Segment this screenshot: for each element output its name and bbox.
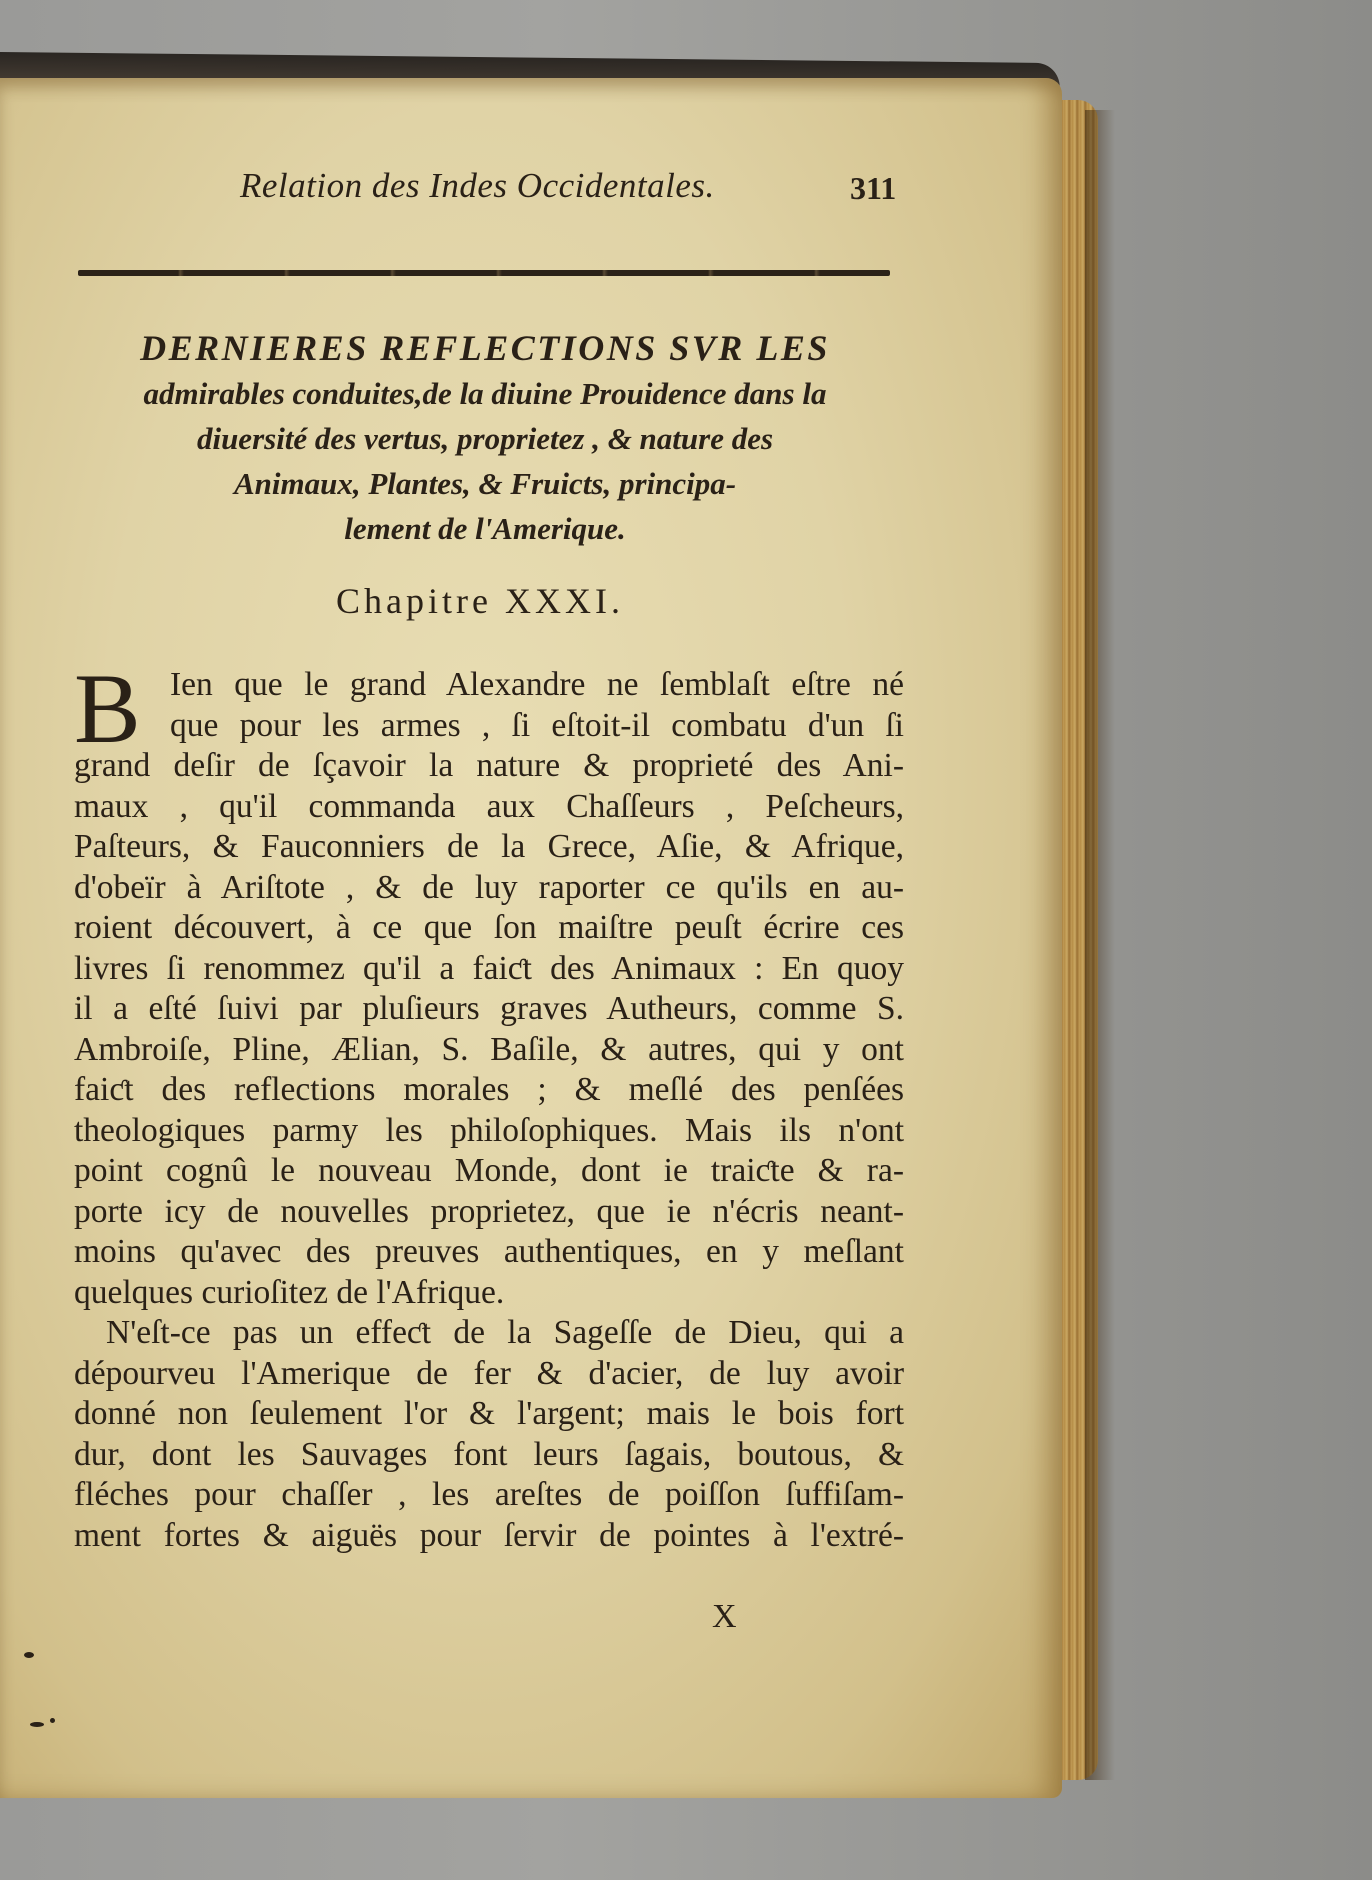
text-line: il a eſté ſuivi par pluſieurs graves Autheurs, comme S.: [74, 990, 904, 1027]
running-title: Relation des Indes Occidentales.: [240, 166, 715, 205]
heading-line-1: DERNIERES REFLECTIONS SVR LES: [140, 328, 830, 368]
chapter-title: Chapitre XXXI.: [336, 581, 624, 621]
text-line: faiƈt des reflections morales ; & meſlé des penſées: [74, 1071, 904, 1108]
heading-line-5: lement de l'Amerique.: [344, 511, 626, 546]
text-line: maux , qu'il commanda aux Chaſſeurs , Peſcheurs,: [74, 787, 904, 825]
text-line: moins qu'avec des preuves authentiques, en y meſlant: [74, 1233, 904, 1270]
text-line: point cognû le nouveau Monde, dont ie traiƈte & ra-: [74, 1152, 904, 1189]
fore-edge-shadow: [1085, 110, 1115, 1780]
header-rule: [78, 270, 890, 276]
text-line: ment fortes & aiguës pour ſervir de pointes à l'extré-: [74, 1516, 904, 1554]
text-line: porte icy de nouvelles proprietez, que ie n'écris neant-: [74, 1192, 904, 1230]
ink-speck: [50, 1718, 55, 1723]
text-line: Ien que le grand Alexandre ne ſemblaſt eſtre né: [170, 666, 904, 703]
text-line: roient découvert, à ce que ſon maiſtre peuſt écrire ces: [74, 909, 904, 946]
ink-speck: [24, 1652, 34, 1658]
text-line: donné non ſeulement l'or & l'argent; mais le bois fort: [74, 1395, 904, 1432]
heading-line-4: Animaux, Plantes, & Fruicts, principa-: [233, 466, 737, 501]
text-line: livres ſi renommez qu'il a faiƈt des Animaux : En quoy: [74, 949, 904, 987]
text-line: d'obeïr à Ariſtote , & de luy raporter ce qu'ils en au-: [74, 868, 904, 906]
heading-line-2: admirables conduites,de la diuine Prouidence dans la: [143, 376, 827, 411]
text-line: Paſteurs, & Fauconniers de la Grece, Aſie, & Afrique,: [74, 828, 904, 865]
text-line: grand deſir de ſçavoir la nature & proprieté des Ani-: [74, 747, 904, 784]
section-heading: [70, 325, 900, 551]
page-number: 311: [850, 170, 897, 206]
text-line: theologiques parmy les philoſophiques. Mais ils n'ont: [74, 1111, 904, 1149]
text-line: Ambroiſe, Pline, Ælian, S. Baſile, & autres, qui y ont: [74, 1030, 904, 1068]
text-line: quelques curioſitez de l'Afrique.: [74, 1273, 505, 1311]
text-line: N'eſt-ce pas un effeƈt de la Sageſſe de Dieu, qui a: [106, 1314, 904, 1351]
heading-line-3: diuersité des vertus, proprietez , & nature des: [196, 421, 774, 456]
text-line: dur, dont les Sauvages font leurs ſagais, boutous, &: [74, 1435, 904, 1473]
text-line: dépourveu l'Amerique de fer & d'acier, de luy avoir: [74, 1354, 904, 1392]
signature-mark: X: [712, 1598, 737, 1635]
body-text: [74, 653, 904, 1556]
drop-cap: B: [74, 653, 141, 764]
text-line: que pour les armes , ſi eſtoit-il combatu d'un ſi: [170, 706, 904, 744]
ink-speck: [30, 1722, 44, 1727]
text-line: fléches pour chaſſer , les areſtes de poiſſon ſuffiſam-: [74, 1476, 904, 1513]
